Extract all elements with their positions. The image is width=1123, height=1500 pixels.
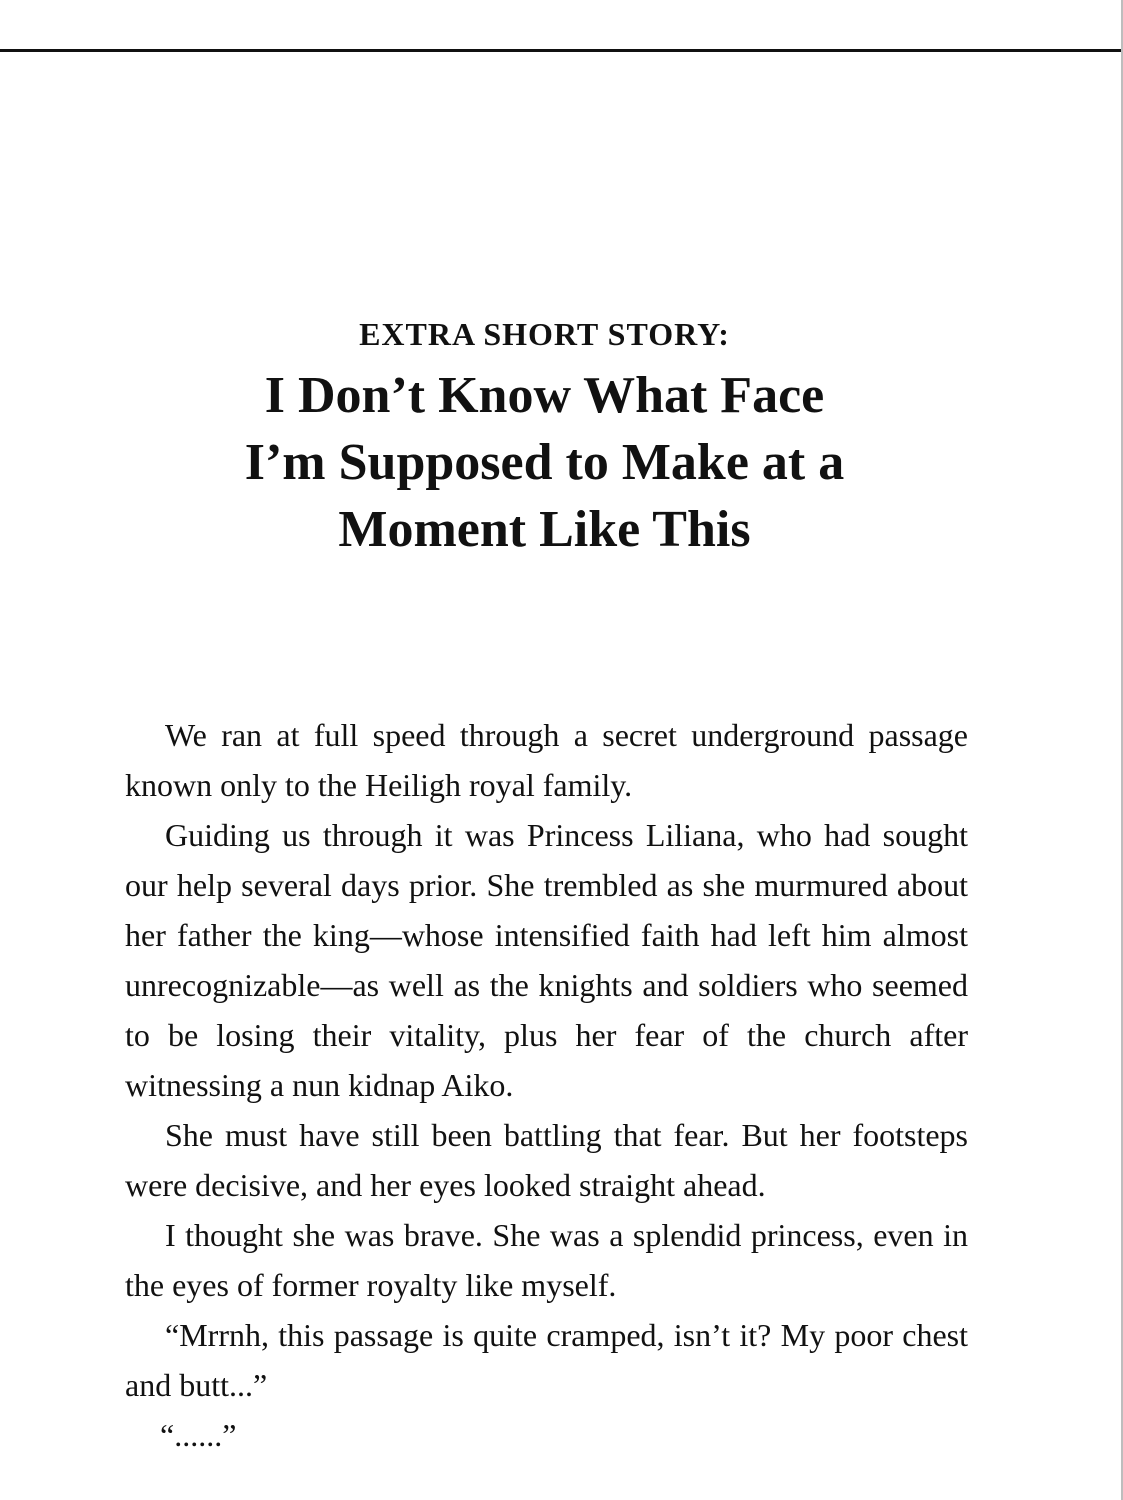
chapter-heading [0, 312, 1089, 563]
story-body [125, 710, 968, 1460]
paragraph: Guiding us through it was Princess Liliana, who had sought our help several days prior. She trembled as she murmured about her father the king—whose intensified faith had left him almost unrecognizable—as well as the knights and soldiers who seemed to be losing their vitality, plus her fear of the church after witnessing a nun kidnap Aiko. [125, 817, 968, 1103]
top-rule [0, 49, 1123, 52]
paragraph: I thought she was brave. She was a splendid princess, even in the eyes of former royalty like myself. [125, 1217, 968, 1303]
paragraph: She must have still been battling that fear. But her footsteps were decisive, and her eyes looked straight ahead. [125, 1117, 968, 1203]
chapter-title-line: Moment Like This [338, 501, 751, 558]
chapter-kicker: EXTRA SHORT STORY: [359, 316, 730, 352]
paragraph: “Mrrnh, this passage is quite cramped, isn’t it? My poor chest and butt...” [125, 1317, 968, 1403]
chapter-title-line: I’m Supposed to Make at a [244, 434, 845, 491]
paragraph: “......” [160, 1417, 237, 1453]
chapter-title-line: I Don’t Know What Face [264, 367, 825, 424]
paragraph: We ran at full speed through a secret underground passage known only to the Heiligh royal family. [125, 717, 968, 803]
chapter-title [0, 362, 1089, 563]
